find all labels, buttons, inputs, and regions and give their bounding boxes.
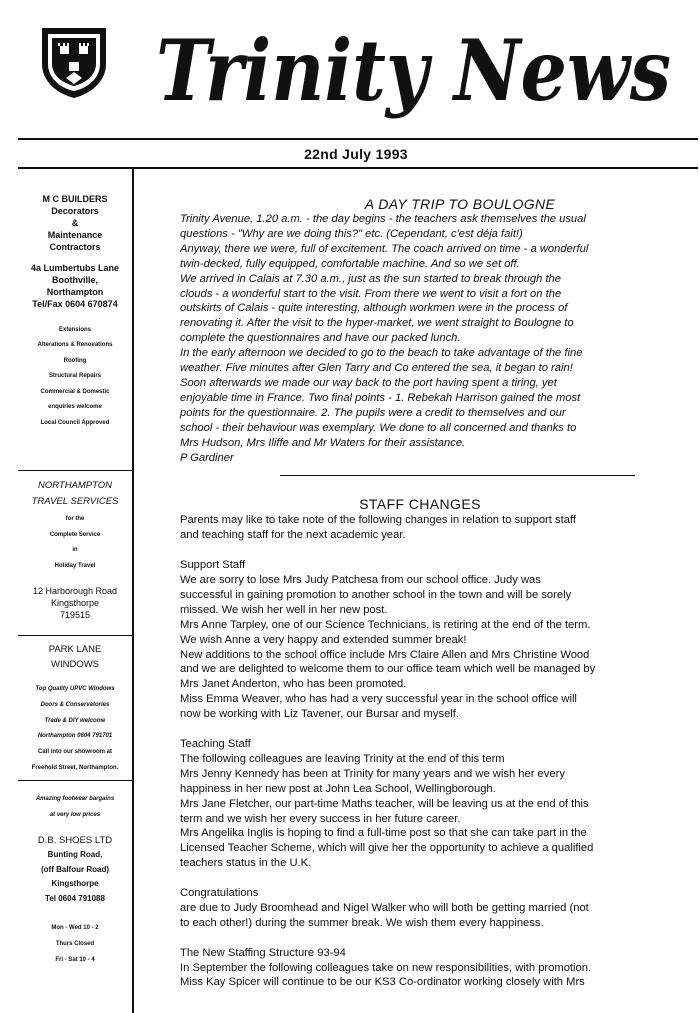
ad-small-line: enquiries welcome [48, 404, 102, 411]
ad-line: Tel 0604 791088 [45, 893, 105, 903]
ad-small-line: Roofing [63, 357, 87, 364]
ad-small-line: Structural Repairs [48, 373, 102, 380]
ad-small-line: at very low prices [49, 811, 101, 818]
article-line: We are sorry to lose Mrs Judy Patchesa from our school office. Judy was [180, 574, 541, 587]
article-line: We arrived in Calais at 7.30 a.m., just as the sun started to break through the [180, 272, 561, 285]
ad-line: M C BUILDERS [42, 194, 108, 204]
ad-small-line: Northampton 0604 791701 [37, 733, 113, 740]
masthead-rule [18, 138, 698, 140]
article-line: and teaching staff for the next academic year. [180, 529, 406, 542]
ad-northampton-travel [18, 478, 132, 622]
article-body-boulogne [180, 212, 680, 465]
article-line: The following colleagues are leaving Trinity at the end of this term [180, 752, 505, 765]
article-body-staff-changes [180, 513, 680, 990]
article-line: Anyway, there we were, full of excitement. The coach arrived on time - a wonderful [180, 242, 589, 255]
ad-title-line: TRAVEL SERVICES [31, 496, 119, 507]
ad-line: Contractors [49, 241, 101, 252]
ad-line: (off Balfour Road) [41, 864, 109, 874]
ad-title-line: WINDOWS [50, 659, 100, 670]
ad-hours-line: Fri - Sat 10 - 4 [55, 957, 95, 963]
article-line: Mrs Anne Tarpley, one of our Science Technicians, is retiring at the end of the term. [180, 618, 591, 631]
ad-line: Maintenance [47, 229, 103, 240]
issue-date: 22nd July 1993 [304, 146, 408, 162]
ad-divider [18, 635, 132, 636]
ad-small-line: Local Council Approved [40, 419, 110, 426]
article-line: Mrs Jane Fletcher, our part-time Maths teacher, will be leaving us at the end of this [180, 797, 589, 810]
ad-line: Decorators [51, 205, 99, 216]
article-line: Mrs Angelika Inglis is hoping to find a full-time post so that she can take part in the [180, 827, 587, 840]
article-line: New additions to the school office include Mrs Claire Allen and Mrs Christine Wood [180, 648, 590, 661]
ad-small-line: Alterations & Renovations [37, 342, 113, 349]
crest-shield-icon [38, 24, 110, 100]
article-line: successful in gaining promotion to another school in the town and will be sorely [180, 588, 572, 601]
ad-line: Northampton [46, 287, 104, 298]
ad-small-line: Trade & DIY welcome [44, 717, 106, 724]
ad-small-line: Doors & Conservatories [40, 701, 110, 708]
ad-line: 12 Harborough Road [32, 586, 118, 596]
article-line: Miss Emma Weaver, who has had a very successful year in the school office will [180, 693, 577, 706]
article-line: We wish Anne a very happy and extended summer break! [180, 633, 467, 646]
article-line: questions - "Why are we doing this?" etc. (Cependant, c'est déja fait!) [180, 227, 523, 240]
article-line: Miss Kay Spicer will continue to be our KS3 Co-ordinator working closely with Mrs [180, 976, 585, 989]
article-line: Mrs Jenny Kennedy has been at Trinity for many years and we wish her every [180, 767, 565, 780]
ad-mc-builders [18, 194, 132, 431]
ad-line: Boothville, [51, 275, 98, 286]
svg-text:Trinity News: Trinity News [156, 21, 671, 120]
article-line: In September the following colleagues take on new responsibilities, with promotion. [180, 961, 592, 974]
ad-small-line: for the [65, 516, 85, 522]
ad-line: D.B. SHOES LTD [37, 835, 113, 846]
article-divider [280, 475, 635, 476]
masthead-title [150, 14, 680, 124]
article-line: and we are delighted to welcome them to our office team which well be managed by [180, 663, 596, 676]
ad-small-line: Top Quality UPVC Windows [35, 686, 115, 692]
article-line: twin-decked, fully equipped, comfortable machine. And so we set off. [180, 257, 520, 270]
ad-small-line: Amazing footwear bargains [35, 796, 115, 802]
article-title-boulogne: A DAY TRIP TO BOULOGNE [364, 196, 556, 212]
section-heading: The New Staffing Structure 93-94 [180, 946, 346, 959]
article-line: now be working with Liz Tavener, our Bursar and myself. [180, 708, 459, 721]
ad-small-line: Call into our showroom at [37, 749, 112, 756]
article-line: renovating it. After the visit to the hyper-market, we went straight to Boulogne to [180, 317, 574, 330]
article-line: Mrs Hudson, Mrs Iliffe and Mr Waters for their assistance. [180, 436, 466, 449]
article-line: Mrs Janet Anderton, who has been promoted. [180, 678, 407, 691]
ad-title-line: PARK LANE [48, 644, 102, 655]
ad-divider [18, 470, 132, 471]
article-line: are due to Judy Broomhead and Nigel Walker who will both be getting married (not [180, 901, 589, 914]
article-line: Soon afterwards we made our way back to the port having spent a tiring, yet [180, 376, 557, 389]
article-line: teachers status in the U.K. [180, 857, 312, 870]
article-line: to each other!) during the summer break. We wish them every happiness. [180, 916, 544, 929]
ad-line: 719515 [59, 609, 91, 620]
section-heading: Support Staff [180, 559, 246, 572]
ad-small-line: Complete Service [49, 531, 101, 538]
ad-line: & [71, 217, 79, 228]
article-line: missed. We wish her well in her new post. [180, 603, 388, 616]
article-line: Licensed Teacher Scheme, which will give her the opportunity to achieve a qualified [180, 842, 594, 855]
ad-line: Tel/Fax 0604 670874 [32, 299, 118, 309]
article-line: weather. Five minutes after Glen Tarry and Co entered the sea, it began to rain! [180, 362, 573, 375]
article-line: Trinity Avenue, 1.20 a.m. - the day begins - the teachers ask themselves the usual [180, 213, 586, 225]
ad-park-lane-windows [18, 642, 132, 777]
ad-divider [18, 780, 132, 781]
ad-line: Bunting Road, [47, 850, 103, 859]
ad-small-line: in [72, 547, 78, 553]
ad-line: Kingsthorpe [50, 597, 100, 608]
article-line: complete the questionnaires and have our packed lunch. [180, 332, 461, 345]
section-heading: Teaching Staff [180, 737, 251, 750]
ad-small-line: Commercial & Domestic [40, 388, 110, 395]
article-title-staff-changes: STAFF CHANGES [359, 496, 481, 513]
article-line: outskirts of Calais - quite interesting, although workmen were in the process of [180, 302, 568, 315]
article-line: happiness in her new post at John Lea School, Wellingborough. [180, 782, 496, 795]
article-author: P Gardiner [180, 451, 234, 464]
article-line: Parents may like to take note of the following changes in relation to support staff [180, 514, 576, 527]
ad-db-shoes [18, 792, 132, 968]
ad-hours-line: Thurs Closed [55, 941, 95, 947]
advert-sidebar [0, 168, 133, 1013]
article-line: school - their behaviour was exemplary. We done to all concerned and thanks to [180, 421, 577, 434]
main-column [180, 196, 680, 990]
ad-small-line: Extensions [58, 326, 91, 333]
ad-hours-line: Mon - Wed 10 - 2 [51, 925, 99, 931]
article-line: enjoyable time in France. Two final points - 1. Rebekah Harrison gained the most [180, 391, 581, 404]
article-line: points for the questionnaire. 2. The pupils were a credit to themselves and our [180, 406, 566, 419]
article-line: In the early afternoon we decided to go to the beach to take advantage of the fine [180, 347, 583, 360]
ad-small-line: Holiday Travel [54, 562, 96, 569]
article-line: term and we wish her every success in her future career. [180, 812, 461, 825]
ad-line: Kingsthorpe [51, 879, 99, 888]
ad-title-line: NORTHAMPTON [37, 480, 113, 491]
section-heading: Congratulations [180, 887, 259, 900]
ad-line: 4a Lumbertubs Lane [30, 263, 120, 274]
article-line: clouds - a wonderful start to the visit. From there we went to visit a fort on the [180, 287, 562, 300]
ad-small-line: Freehold Street, Northampton. [31, 764, 119, 771]
